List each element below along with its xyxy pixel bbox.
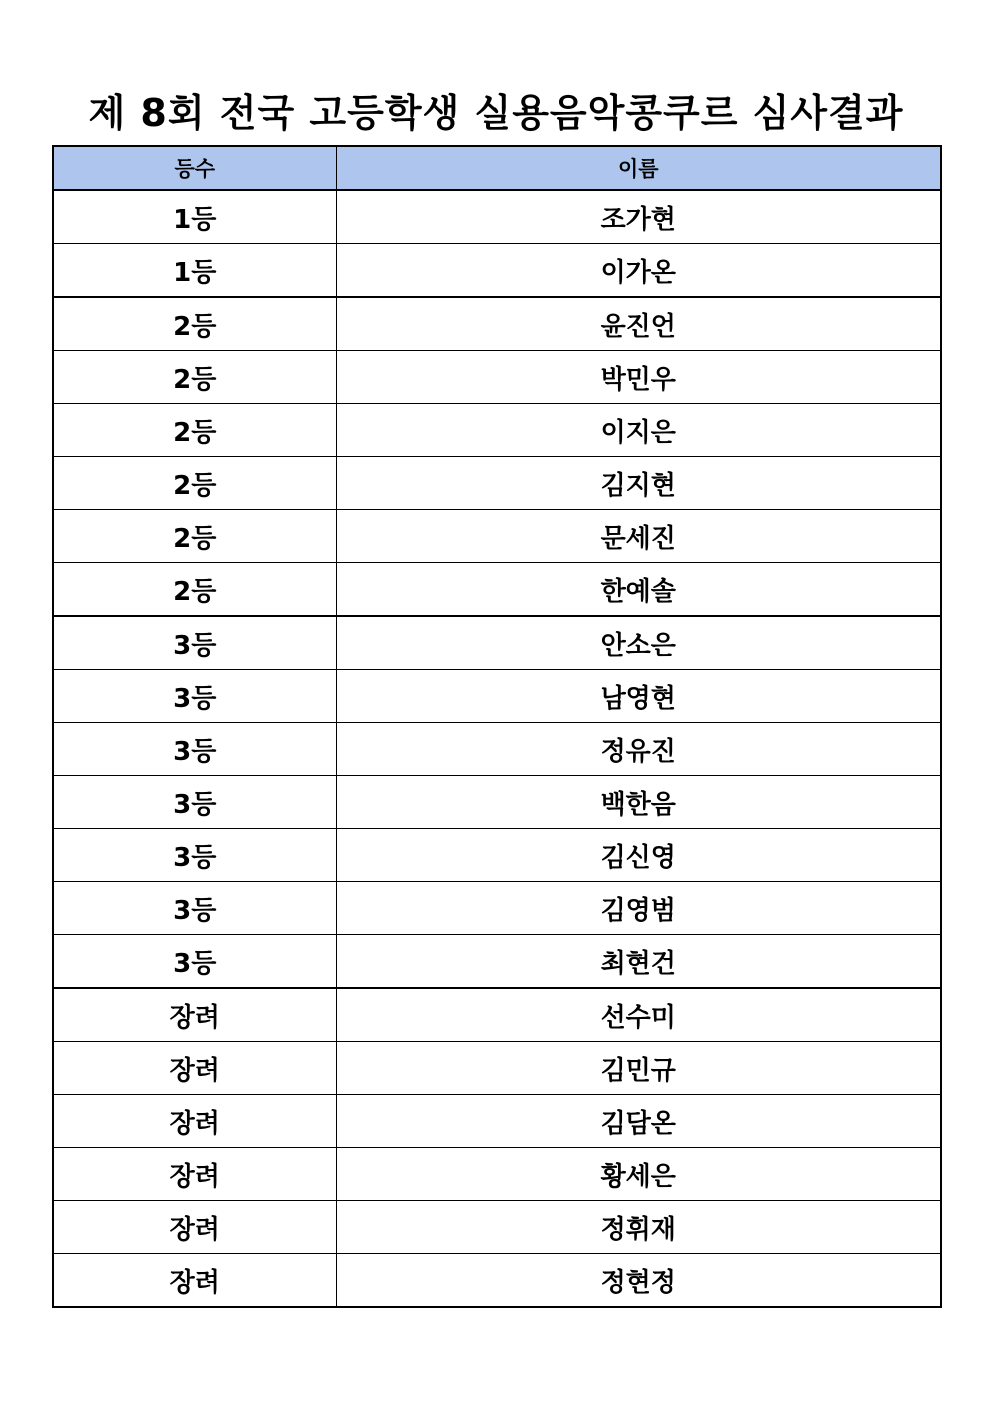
name-cell: 조가현 (336, 190, 941, 244)
table-row (53, 776, 941, 829)
name-cell: 최현건 (336, 935, 941, 989)
rank-cell: 1등 (53, 244, 336, 298)
rank-cell: 3등 (53, 670, 336, 723)
table-row (53, 723, 941, 776)
table-row (53, 935, 941, 989)
rank-column-header: 등수 (53, 146, 336, 190)
table-row (53, 1095, 941, 1148)
name-cell: 이가온 (336, 244, 941, 298)
table-row (53, 882, 941, 935)
page-title: 제 8회 전국 고등학생 실용음악콩쿠르 심사결과 (88, 91, 904, 136)
rank-cell: 장려 (53, 1201, 336, 1254)
name-cell: 남영현 (336, 670, 941, 723)
table-row (53, 616, 941, 670)
name-column-header: 이름 (336, 146, 941, 190)
table-row (53, 244, 941, 298)
rank-cell: 3등 (53, 616, 336, 670)
table-row (53, 297, 941, 351)
name-cell: 안소은 (336, 616, 941, 670)
name-cell: 백한음 (336, 776, 941, 829)
table-row (53, 1201, 941, 1254)
name-cell: 정휘재 (336, 1201, 941, 1254)
table-header-row (53, 146, 941, 190)
name-cell: 김민규 (336, 1042, 941, 1095)
results-table (52, 145, 942, 1308)
name-cell: 김영범 (336, 882, 941, 935)
table-row (53, 510, 941, 563)
name-cell: 정유진 (336, 723, 941, 776)
table-row (53, 563, 941, 617)
rank-cell: 2등 (53, 404, 336, 457)
name-cell: 선수미 (336, 988, 941, 1042)
table-row (53, 457, 941, 510)
table-row (53, 404, 941, 457)
table-row (53, 1254, 941, 1308)
table-row (53, 829, 941, 882)
rank-cell: 3등 (53, 935, 336, 989)
rank-cell: 3등 (53, 829, 336, 882)
rank-cell: 2등 (53, 297, 336, 351)
table-row (53, 670, 941, 723)
table-row (53, 1042, 941, 1095)
name-cell: 정현정 (336, 1254, 941, 1308)
table-row (53, 190, 941, 244)
rank-cell: 1등 (53, 190, 336, 244)
rank-cell: 3등 (53, 776, 336, 829)
rank-cell: 3등 (53, 882, 336, 935)
name-cell: 황세은 (336, 1148, 941, 1201)
rank-cell: 장려 (53, 1095, 336, 1148)
table-row (53, 351, 941, 404)
rank-cell: 2등 (53, 457, 336, 510)
table-row (53, 988, 941, 1042)
name-cell: 박민우 (336, 351, 941, 404)
rank-cell: 2등 (53, 563, 336, 617)
table-row (53, 1148, 941, 1201)
rank-cell: 장려 (53, 1254, 336, 1308)
rank-cell: 2등 (53, 351, 336, 404)
name-cell: 윤진언 (336, 297, 941, 351)
name-cell: 김담온 (336, 1095, 941, 1148)
rank-cell: 장려 (53, 988, 336, 1042)
rank-cell: 3등 (53, 723, 336, 776)
rank-cell: 2등 (53, 510, 336, 563)
name-cell: 한예솔 (336, 563, 941, 617)
name-cell: 이지은 (336, 404, 941, 457)
rank-cell: 장려 (53, 1042, 336, 1095)
name-cell: 김지현 (336, 457, 941, 510)
rank-cell: 장려 (53, 1148, 336, 1201)
name-cell: 김신영 (336, 829, 941, 882)
name-cell: 문세진 (336, 510, 941, 563)
